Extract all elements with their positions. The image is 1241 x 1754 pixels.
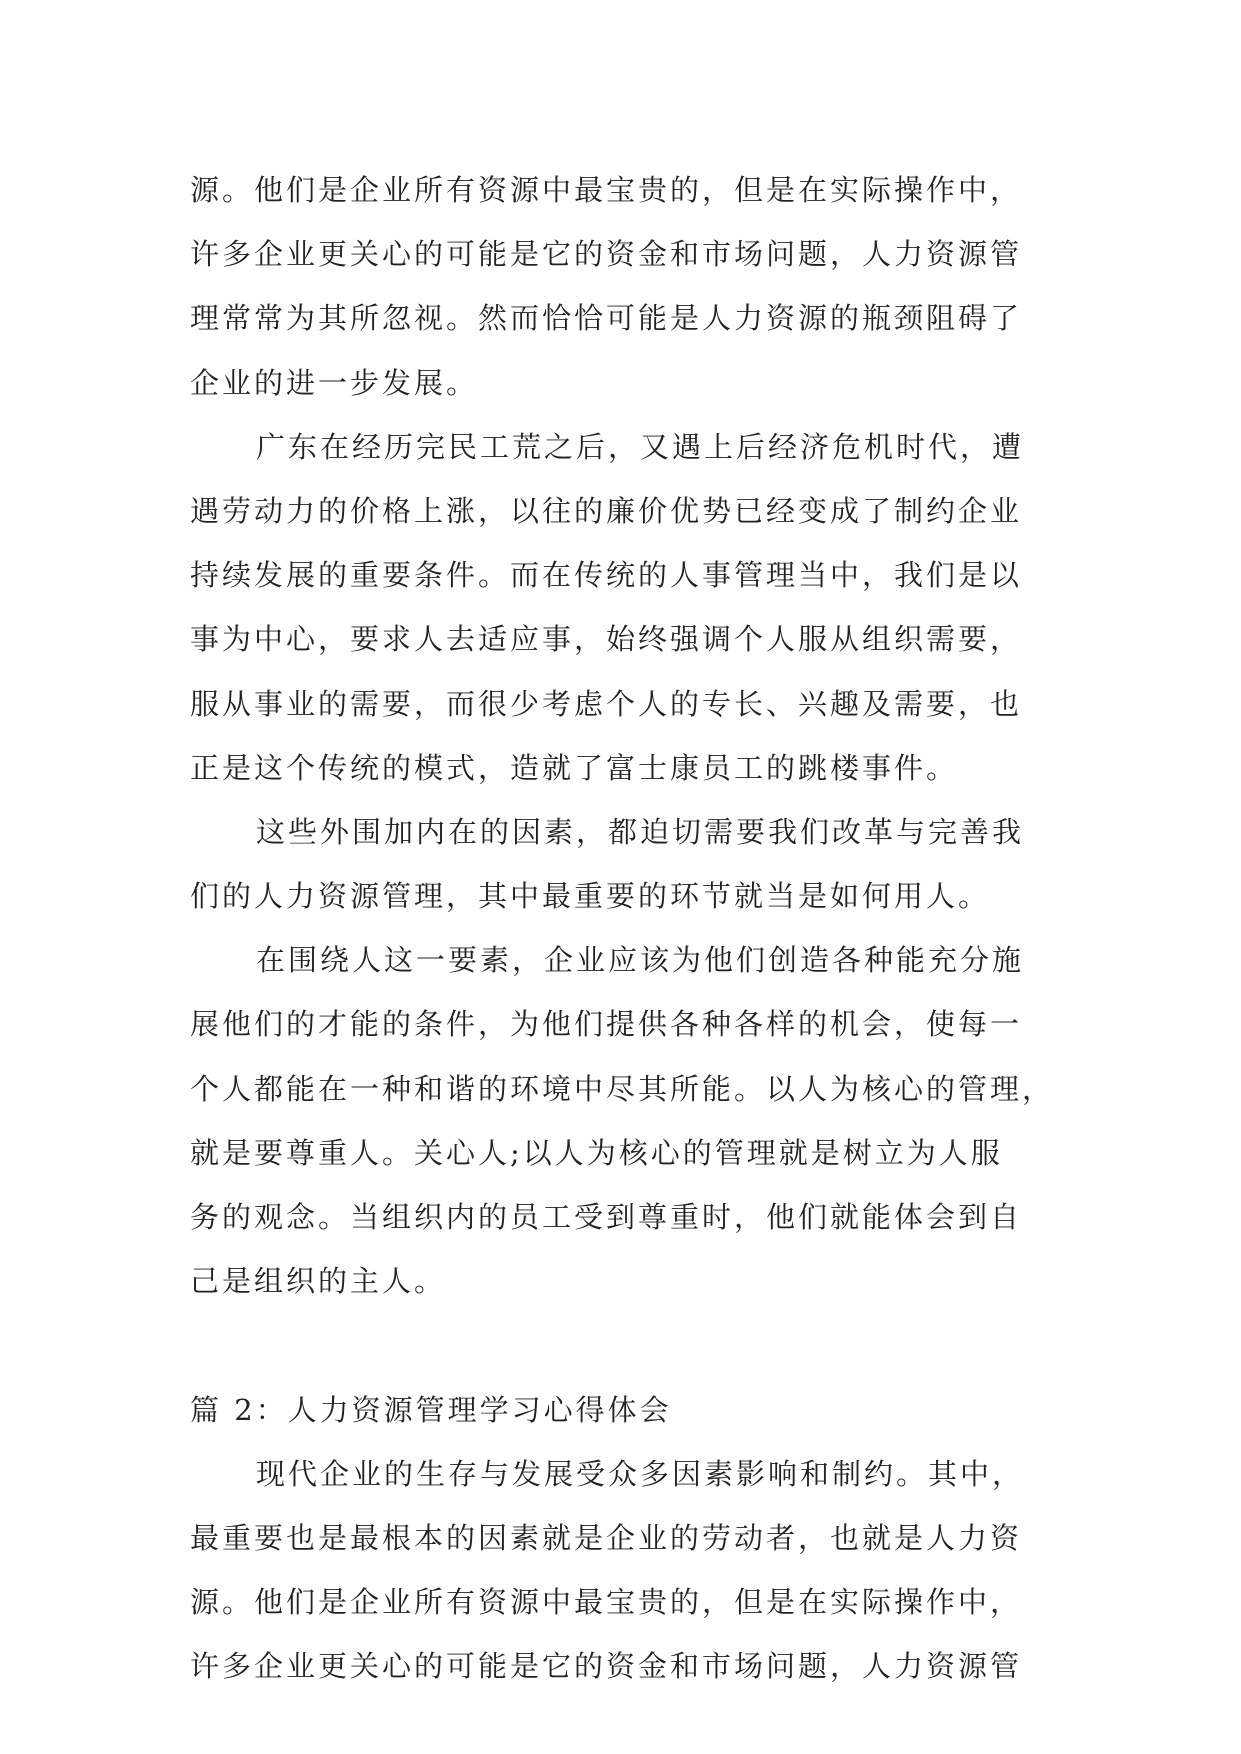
text-line: 事为中心，要求人去适应事，始终强调个人服从组织需要， [190,622,1023,657]
text-line: 在围绕人这一要素，企业应该为他们创造各种能充分施 [256,943,1025,978]
text-line: 源。他们是企业所有资源中最宝贵的，但是在实际操作中， [190,173,1023,207]
document-body [190,158,1070,1699]
text-line: 们的人力资源管理，其中最重要的环节就当是如何用人。 [190,879,991,914]
text-line: 这些外围加内在的因素，都迫切需要我们改革与完善我 [256,814,1025,849]
blank-line [190,1313,1070,1377]
text-line: 服从事业的需要，而很少考虑个人的专长、兴趣及需要，也 [190,686,1023,721]
text-line: 遇劳动力的价格上涨，以往的廉价优势已经变成了制约企业 [190,493,1023,528]
text-line: 许多企业更关心的可能是它的资金和市场问题，人力资源管 [190,1649,1023,1684]
text-line: 现代企业的生存与发展受众多因素影响和制约。其中， [256,1456,1025,1491]
section-heading: 篇 2：人力资源管理学习心得体会 [190,1392,672,1427]
text-line: 企业的进一步发展。 [190,365,479,400]
text-line: 己是组织的主人。 [190,1264,447,1299]
text-line: 广东在经历完民工荒之后，又遇上后经济危机时代，遭 [256,429,1025,464]
text-line: 理常常为其所忽视。然而恰恰可能是人力资源的瓶颈阻碍了 [190,301,1023,336]
text-line: 许多企业更关心的可能是它的资金和市场问题，人力资源管 [190,237,1023,272]
text-line: 正是这个传统的模式，造就了富士康员工的跳楼事件。 [190,750,959,785]
text-line: 就是要尊重人。关心人;以人为核心的管理就是树立为人服 [190,1135,1003,1170]
text-line: 最重要也是最根本的因素就是企业的劳动者，也就是人力资 [190,1520,1023,1555]
text-line: 务的观念。当组织内的员工受到尊重时，他们就能体会到自 [190,1200,1023,1234]
text-line: 持续发展的重要条件。而在传统的人事管理当中，我们是以 [190,558,1023,593]
text-line: 个人都能在一种和谐的环境中尽其所能。以人为核心的管理， [190,1071,1055,1106]
text-line: 源。他们是企业所有资源中最宝贵的，但是在实际操作中， [190,1585,1023,1620]
text-line: 展他们的才能的条件，为他们提供各种各样的机会，使每一 [190,1007,1023,1042]
